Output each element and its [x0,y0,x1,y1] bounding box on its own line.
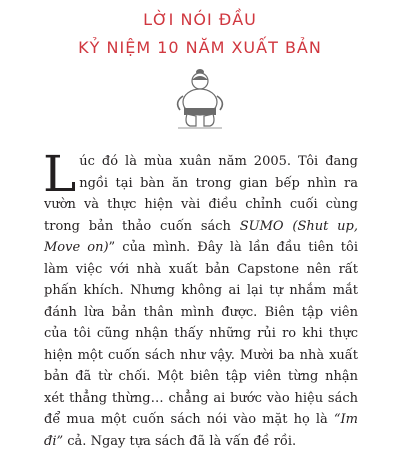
drop-cap: L [43,145,77,203]
preface-paragraph [43,145,358,452]
paragraph-text: ” của mình. Đây là lần đầu tiên tôi làm việc với nhà xuất bản Capstone nên rất phấn khích. Nhưng không ai lại tự nhắm mắt đánh lừa bản thân mình được. Biên tập viên của tôi cũng nhận thấy những rủi ro khi thực hiện một cuốn sách như vậy. Mười ba nhà xuất bản đã từ chối. Một biên tập viên từng nhận xét thẳng thừng… chẳng ai bước vào hiệu sách để mua một cuốn sách nói vào mặt họ là [44,240,358,427]
paragraph-text: úc đó là mùa xuân năm 2005. Tôi đang ngồi tại bàn ăn trong gian bếp nhìn ra vườn và thực hiện vài điều chỉnh cuối cùng trong bản thảo cuốn sách [44,154,358,234]
book-title: SUMO (Shut up, Move on) [44,218,358,255]
paragraph-text: cả. Ngay tựa sách đã là vấn đề rồi. [63,433,297,449]
anniversary-subtitle: KỶ NIỆM 10 NĂM XUẤT BẢN [78,38,322,57]
quote-text: “Im đi” [44,412,358,449]
preface-title: LỜI NÓI ĐẦU [143,10,257,29]
sumo-wrestler-icon [168,66,232,130]
